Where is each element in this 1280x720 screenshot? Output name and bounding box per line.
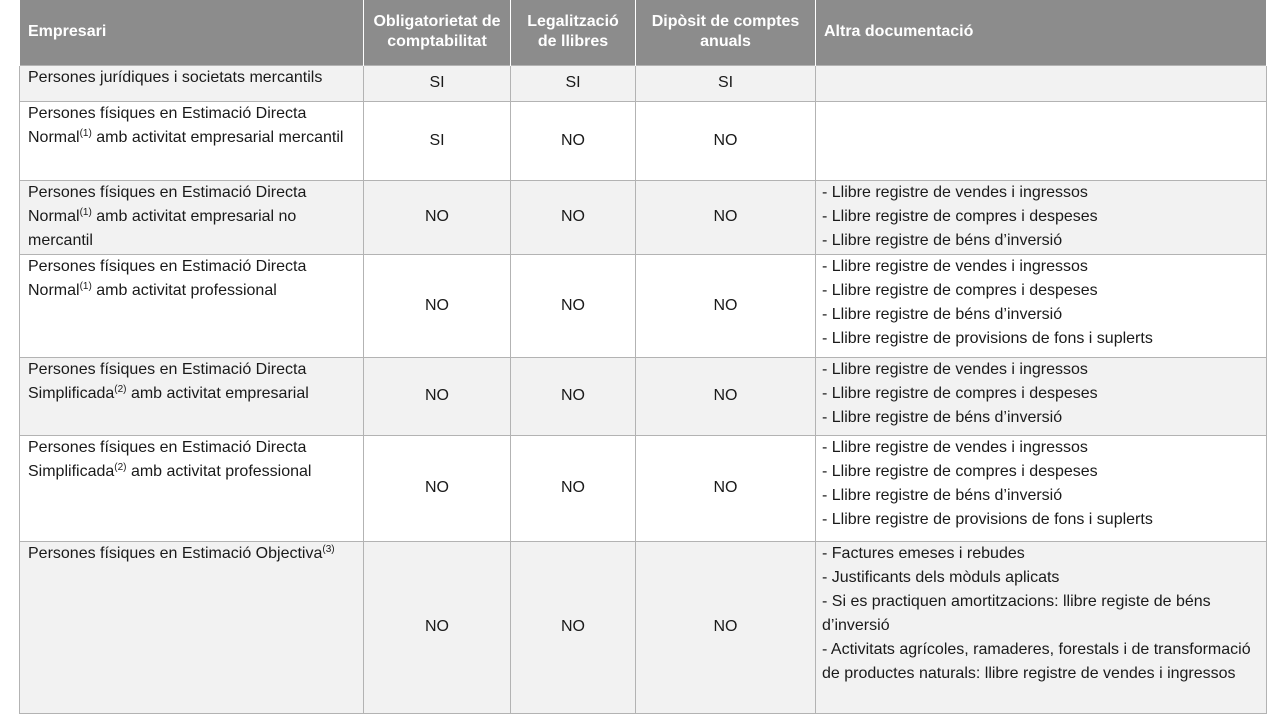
cell-empresari <box>20 357 364 435</box>
table-row <box>20 357 1267 435</box>
empresari-text: Persones jurídiques i societats mercantils <box>28 68 323 86</box>
doc-item: - Llibre registre de compres i despeses <box>822 384 1098 402</box>
doc-item: - Llibre registre de vendes i ingressos <box>822 257 1088 275</box>
table-header-row <box>20 0 1267 65</box>
empresari-text: Persones físiques en Estimació Directa Normal <box>28 104 307 146</box>
empresari-text: Persones físiques en Estimació Directa Simplificada <box>28 360 307 402</box>
footnote-marker: (1) <box>79 206 92 218</box>
cell-obligatorietat: SI <box>364 101 511 180</box>
footnote-marker: (2) <box>114 461 127 473</box>
doc-item: - Llibre registre de béns d’inversió <box>822 486 1063 504</box>
cell-legalitzacio: SI <box>511 65 636 101</box>
header-empresari: Empresari <box>20 0 364 65</box>
doc-item: - Llibre registre de vendes i ingressos <box>822 438 1088 456</box>
doc-item: - Llibre registre de vendes i ingressos <box>822 360 1088 378</box>
doc-item: - Llibre registre de vendes i ingressos <box>822 183 1088 201</box>
cell-diposit: NO <box>636 357 816 435</box>
cell-altra-documentacio <box>816 65 1267 101</box>
accounting-requirements-table <box>19 0 1267 714</box>
cell-legalitzacio: NO <box>511 101 636 180</box>
cell-altra-documentacio <box>816 541 1267 713</box>
empresari-text-cont: amb activitat empresarial <box>126 384 309 402</box>
footnote-marker: (1) <box>79 127 92 139</box>
table-row <box>20 65 1267 101</box>
cell-diposit: SI <box>636 65 816 101</box>
doc-item: - Factures emeses i rebudes <box>822 544 1025 562</box>
cell-altra-documentacio <box>816 180 1267 254</box>
table-row <box>20 101 1267 180</box>
cell-diposit: NO <box>636 541 816 713</box>
table-row <box>20 254 1267 357</box>
cell-empresari <box>20 541 364 713</box>
cell-obligatorietat: NO <box>364 254 511 357</box>
cell-altra-documentacio <box>816 254 1267 357</box>
doc-item: - Llibre registre de compres i despeses <box>822 281 1098 299</box>
cell-empresari <box>20 180 364 254</box>
empresari-text-cont: amb activitat professional <box>126 462 312 480</box>
cell-legalitzacio: NO <box>511 254 636 357</box>
cell-empresari <box>20 101 364 180</box>
header-legalitzacio: Legalització de llibres <box>511 0 636 65</box>
cell-obligatorietat: NO <box>364 180 511 254</box>
doc-item: - Llibre registre de compres i despeses <box>822 207 1098 225</box>
cell-diposit: NO <box>636 254 816 357</box>
table-row <box>20 541 1267 713</box>
doc-item: - Si es practiquen amortitzacions: llibre registe de béns d’inversió <box>822 592 1211 634</box>
cell-obligatorietat: NO <box>364 357 511 435</box>
doc-item: - Llibre registre de béns d’inversió <box>822 305 1063 323</box>
cell-altra-documentacio <box>816 357 1267 435</box>
empresari-text-cont: amb activitat empresarial mercantil <box>91 128 344 146</box>
accounting-requirements-table-container <box>19 0 1266 714</box>
header-diposit: Dipòsit de comptes anuals <box>636 0 816 65</box>
doc-item: - Llibre registre de béns d’inversió <box>822 231 1063 249</box>
empresari-text: Persones físiques en Estimació Directa Simplificada <box>28 438 307 480</box>
cell-empresari <box>20 254 364 357</box>
cell-altra-documentacio <box>816 101 1267 180</box>
table-row <box>20 435 1267 541</box>
empresari-text-cont: amb activitat empresarial no mercantil <box>28 207 297 249</box>
footnote-marker: (1) <box>79 280 92 292</box>
cell-obligatorietat: SI <box>364 65 511 101</box>
empresari-text: Persones físiques en Estimació Directa Normal <box>28 183 307 225</box>
doc-item: - Llibre registre de compres i despeses <box>822 462 1098 480</box>
empresari-text-cont: amb activitat professional <box>91 281 277 299</box>
cell-altra-documentacio <box>816 435 1267 541</box>
doc-item: - Llibre registre de béns d’inversió <box>822 408 1063 426</box>
doc-item: - Llibre registre de provisions de fons i suplerts <box>822 510 1153 528</box>
doc-item: - Activitats agrícoles, ramaderes, forestals i de transformació de productes naturals: llibre registre de vendes i ingressos <box>822 640 1251 682</box>
cell-diposit: NO <box>636 101 816 180</box>
table-row <box>20 180 1267 254</box>
doc-item: - Justificants dels mòduls aplicats <box>822 568 1060 586</box>
cell-diposit: NO <box>636 435 816 541</box>
cell-empresari <box>20 65 364 101</box>
cell-legalitzacio: NO <box>511 180 636 254</box>
footnote-marker: (2) <box>114 383 127 395</box>
cell-obligatorietat: NO <box>364 541 511 713</box>
doc-item: - Llibre registre de provisions de fons i suplerts <box>822 329 1153 347</box>
cell-legalitzacio: NO <box>511 541 636 713</box>
empresari-text: Persones físiques en Estimació Objectiva <box>28 544 323 562</box>
cell-diposit: NO <box>636 180 816 254</box>
cell-obligatorietat: NO <box>364 435 511 541</box>
cell-legalitzacio: NO <box>511 357 636 435</box>
header-obligatorietat: Obligatorietat de comptabilitat <box>364 0 511 65</box>
cell-empresari <box>20 435 364 541</box>
header-altra-documentacio: Altra documentació <box>816 0 1267 65</box>
empresari-text: Persones físiques en Estimació Directa Normal <box>28 257 307 299</box>
cell-legalitzacio: NO <box>511 435 636 541</box>
footnote-marker: (3) <box>322 543 335 555</box>
